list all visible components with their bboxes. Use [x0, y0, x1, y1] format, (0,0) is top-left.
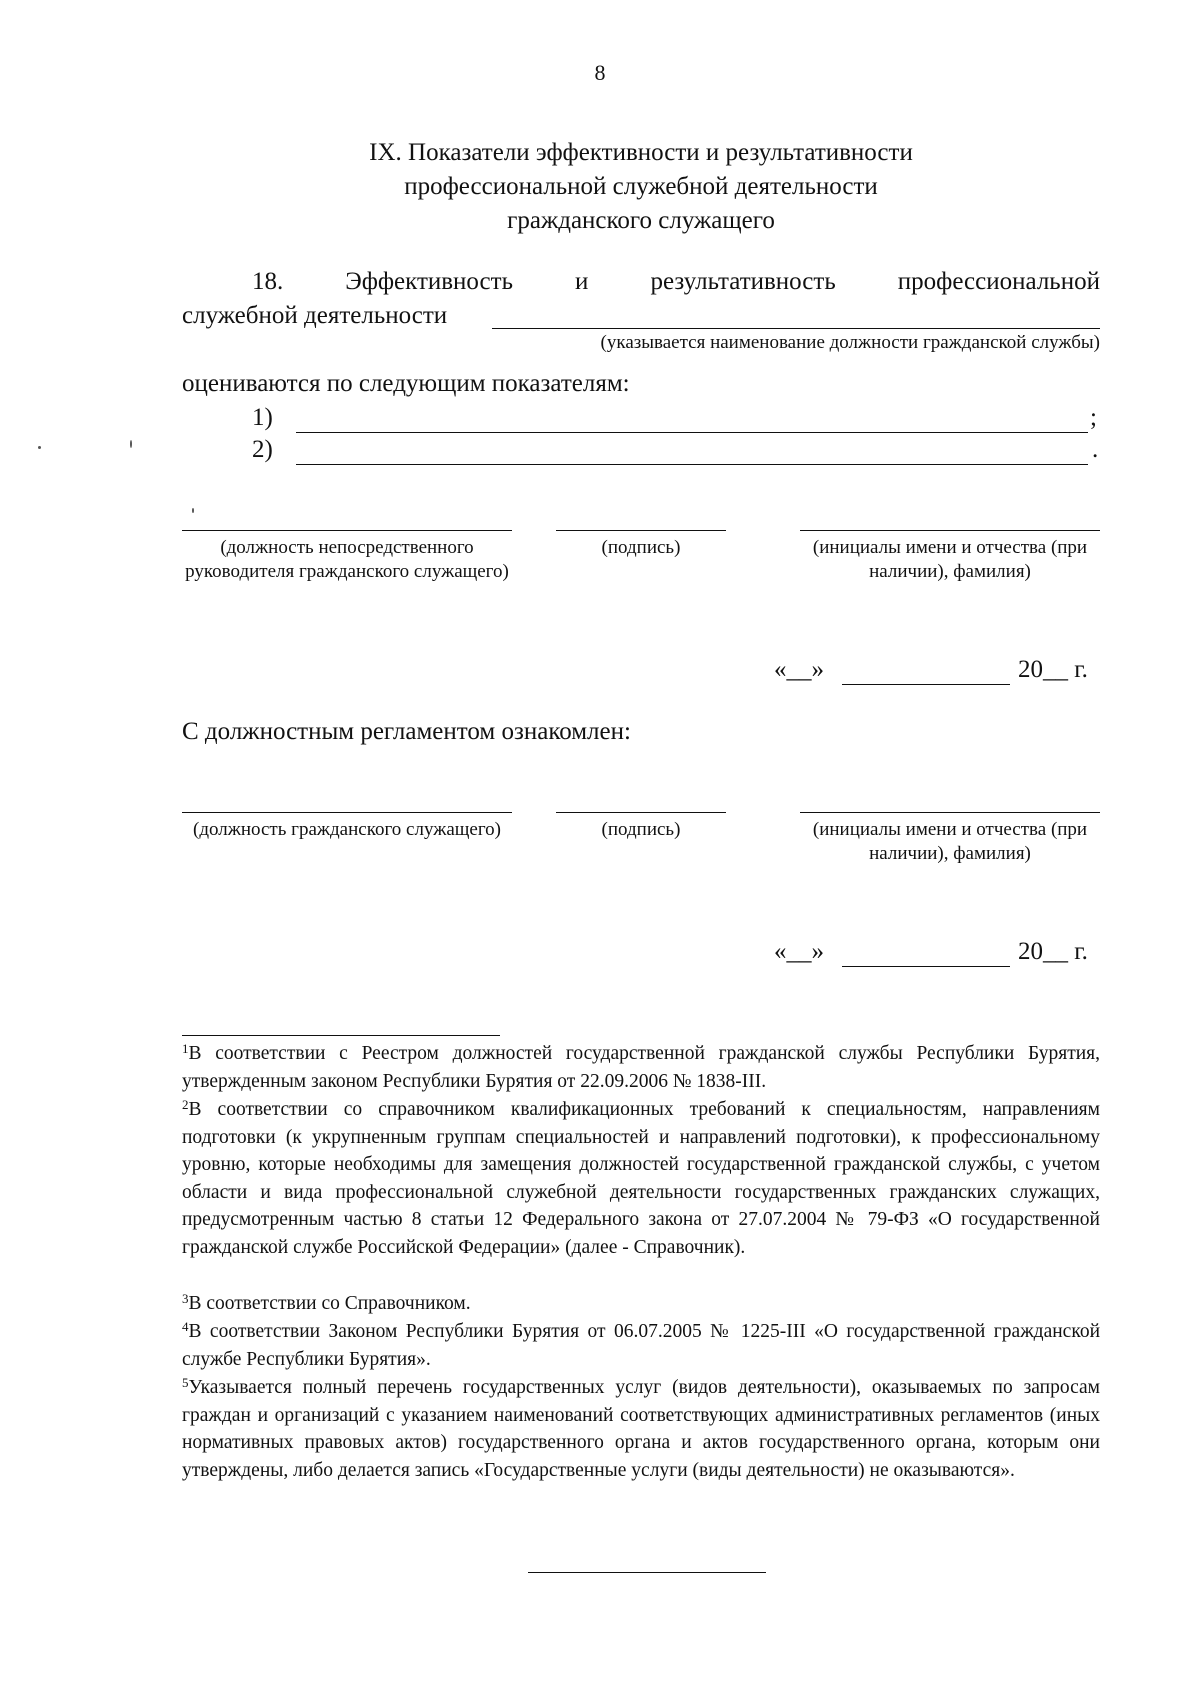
indicator-1-number: 1)	[252, 404, 273, 431]
date2-year: 20__ г.	[1018, 938, 1088, 965]
employee-name-caption: (инициалы имени и отчества (при наличии), фамилия)	[812, 819, 1088, 864]
supervisor-position-caption: (должность непосредственного руководителя гражданского служащего)	[185, 537, 509, 582]
indicator-2-number: 2)	[252, 436, 273, 463]
indicator-2-end: .	[1092, 436, 1099, 463]
supervisor-signature-caption: (подпись)	[601, 537, 681, 558]
indicator-1-end: ;	[1090, 404, 1097, 431]
section-title	[180, 136, 1102, 238]
scan-speck	[192, 508, 194, 513]
paragraph-18-second-line: служебной деятельности	[182, 302, 448, 329]
footnote-4	[182, 1318, 1100, 1373]
employee-name-blank[interactable]	[800, 812, 1100, 813]
date1-day: «__»	[774, 656, 824, 683]
employee-position-caption: (должность гражданского служащего)	[193, 819, 501, 840]
footnote-text: В соответствии со Справочником.	[188, 1293, 471, 1314]
date2-day: «__»	[774, 938, 824, 965]
footnote-2	[182, 1096, 1100, 1261]
scan-speck	[38, 446, 41, 449]
section-title-line1: IX. Показатели эффективности и результативности	[369, 139, 913, 166]
supervisor-name-blank[interactable]	[800, 530, 1100, 531]
position-name-hint: (указывается наименование должности гражданской службы)	[600, 332, 1100, 353]
paragraph-word: и	[575, 268, 589, 295]
paragraph-18-first-line	[182, 268, 1100, 296]
scan-speck	[130, 440, 132, 448]
evaluated-by-text: оцениваются по следующим показателям:	[182, 370, 630, 397]
supervisor-position-blank[interactable]	[182, 530, 512, 531]
footnote-3	[182, 1290, 1100, 1318]
footnote-text: В соответствии с Реестром должностей государственной гражданской службы Республики Бурятия, утвержденным законом Республики Бурятия от 22.09.2006 № 1838-III.	[182, 1043, 1100, 1092]
position-name-blank[interactable]	[492, 328, 1100, 329]
paragraph-number: 18.	[252, 268, 284, 295]
footnote-separator	[182, 1035, 500, 1036]
footnote-mark: 5	[182, 1375, 189, 1390]
footnote-mark: 1	[182, 1041, 189, 1056]
page-number: 8	[594, 60, 606, 85]
footnote-mark: 4	[182, 1319, 189, 1334]
indicator-2-blank[interactable]	[296, 464, 1088, 465]
section-title-line3: гражданского служащего	[507, 207, 775, 234]
indicator-1-blank[interactable]	[296, 432, 1088, 433]
footnote-text: Указывается полный перечень государственных услуг (видов деятельности), оказываемых по запросам граждан и организаций с указанием наименований соответствующих административных регламентов (иных нормативных правовых актов) государственного органа и актов государственного органа, которым они утверждены, либо делается запись «Государственные услуги (виды деятельности) не оказываются».	[182, 1377, 1100, 1481]
employee-position-blank[interactable]	[182, 812, 512, 813]
employee-signature-caption: (подпись)	[601, 819, 681, 840]
footnote-5	[182, 1374, 1100, 1484]
footnote-text: В соответствии со справочником квалификационных требований к специальностям, направлениям подготовки (к укрупненным группам специальностей и направлений подготовки), к профессиональному уровню, которые необходимы для замещения должностей государственной гражданской службы, с учетом области и вида профессиональной служебной деятельности государственных гражданских служащих, предусмотренным частью 8 статьи 12 Федерального закона от 27.07.2004 № 79-ФЗ «О государственной гражданской службе Российской Федерации» (далее - Справочник).	[182, 1099, 1100, 1258]
end-separator	[528, 1572, 766, 1573]
footnote-mark: 2	[182, 1097, 189, 1112]
date2-month-blank[interactable]	[842, 966, 1010, 967]
footnote-mark: 3	[182, 1291, 189, 1306]
footnote-1	[182, 1040, 1100, 1095]
employee-signature-blank[interactable]	[556, 812, 726, 813]
paragraph-word: профессиональной	[897, 268, 1100, 295]
section-title-line2: профессиональной служебной деятельности	[404, 173, 878, 200]
supervisor-name-caption: (инициалы имени и отчества (при наличии), фамилия)	[812, 537, 1088, 582]
paragraph-word: Эффективность	[345, 268, 513, 295]
date1-year: 20__ г.	[1018, 656, 1088, 683]
paragraph-word: результативность	[650, 268, 836, 295]
supervisor-signature-blank[interactable]	[556, 530, 726, 531]
familiarized-text: С должностным регламентом ознакомлен:	[182, 718, 631, 745]
date1-month-blank[interactable]	[842, 684, 1010, 685]
footnote-text: В соответствии Законом Республики Бурятия от 06.07.2005 № 1225-III «О государственной гражданской службе Республики Бурятия».	[182, 1321, 1100, 1370]
